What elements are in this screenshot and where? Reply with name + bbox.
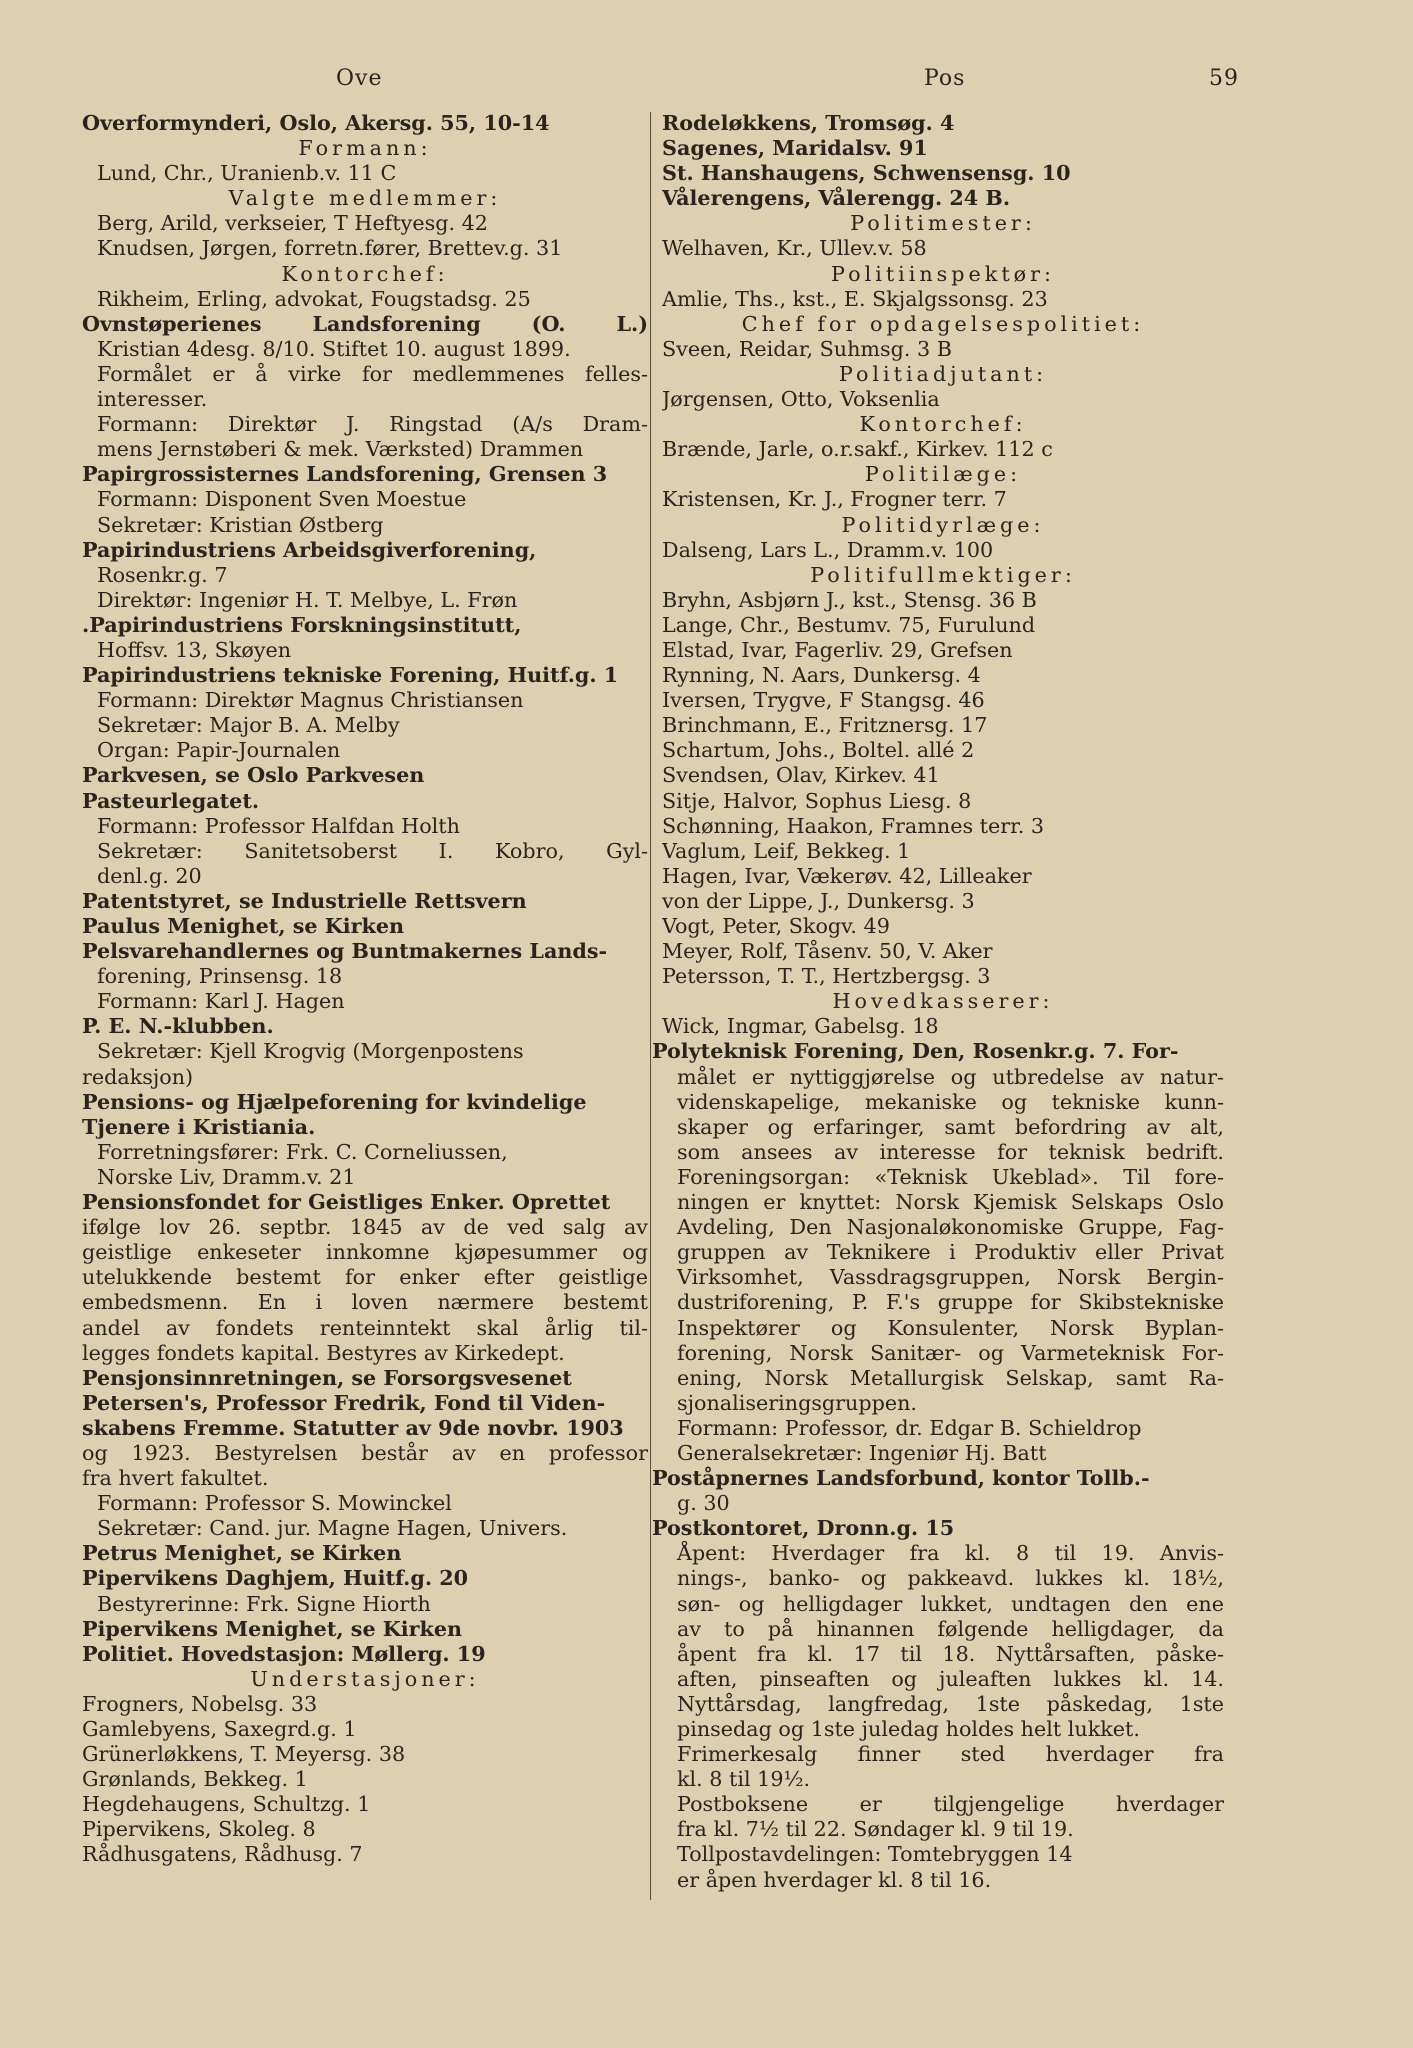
directory-line: Tjenere i Kristiania. bbox=[82, 1114, 316, 1139]
directory-line: Avdeling, Den Nasjonaløkonomiske Gruppe, Fag- bbox=[677, 1215, 1224, 1240]
section-heading: Hovedkasserer: bbox=[832, 989, 1054, 1014]
directory-line: Bryhn, Asbjørn J., kst., Stensg. 36 B bbox=[662, 587, 1037, 612]
directory-line: Polyteknisk Forening, Den, Rosenkr.g. 7. For- bbox=[652, 1039, 1179, 1064]
directory-line: Overformynderi, Oslo, Akersg. 55, 10-14 bbox=[82, 111, 550, 135]
directory-line: Hegdehaugens, Schultzg. 1 bbox=[82, 1792, 371, 1817]
directory-line: Rynning, N. Aars, Dunkersg. 4 bbox=[662, 663, 981, 688]
directory-line: .Papirindustriens Forskningsinstitutt, bbox=[82, 612, 522, 637]
directory-line: P. E. N.-klubben. bbox=[82, 1014, 274, 1039]
directory-line: Papirindustriens tekniske Forening, Huitf.g. 1 bbox=[82, 663, 619, 688]
directory-line: ening, Norsk Metallurgisk Selskap, samt Ra- bbox=[677, 1365, 1224, 1390]
directory-line: Sekretær: Cand. jur. Magne Hagen, Univers. bbox=[97, 1516, 568, 1541]
directory-line: Papirindustriens Arbeidsgiverforening, bbox=[82, 537, 537, 562]
directory-line: Sitje, Halvor, Sophus Liesg. 8 bbox=[662, 788, 972, 813]
directory-line: Wick, Ingmar, Gabelsg. 18 bbox=[662, 1014, 939, 1039]
directory-line: Welhaven, Kr., Ullev.v. 58 bbox=[662, 236, 927, 261]
section-heading: Kontorchef: bbox=[859, 412, 1027, 437]
directory-line: dustriforening, P. F.'s gruppe for Skibstekniske bbox=[677, 1290, 1224, 1315]
directory-line: Brinchmann, E., Fritznersg. 17 bbox=[662, 713, 988, 738]
directory-line: Sekretær: Sanitetsoberst I. Kobro, Gyl- bbox=[97, 838, 648, 863]
directory-line: Frimerkesalg finner sted hverdager fra bbox=[677, 1742, 1224, 1767]
directory-line: åpent fra kl. 17 til 18. Nyttårsaften, påske- bbox=[677, 1641, 1224, 1666]
directory-line: Bestyrerinne: Frk. Signe Hiorth bbox=[97, 1591, 431, 1616]
directory-line: Sekretær: Kristian Østberg bbox=[97, 512, 384, 537]
directory-line: Postkontoret, Dronn.g. 15 bbox=[652, 1516, 955, 1541]
directory-line: Sekretær: Kjell Krogvig (Morgenpostens bbox=[97, 1039, 524, 1064]
directory-line: Ovnstøperienes Landsforening (O. L.) bbox=[82, 311, 648, 336]
section-heading: Politilæge: bbox=[864, 462, 1022, 487]
directory-line: Knudsen, Jørgen, forretn.fører, Brettev.g. 31 bbox=[97, 236, 563, 261]
directory-line: Jørgensen, Otto, Voksenlia bbox=[662, 387, 940, 412]
directory-line: Rådhusgatens, Rådhusg. 7 bbox=[82, 1842, 363, 1867]
directory-line: pinsedag og 1ste juledag holdes helt lukket. bbox=[677, 1717, 1140, 1741]
directory-line: Hoffsv. 13, Skøyen bbox=[97, 637, 292, 662]
directory-line: Direktør: Ingeniør H. T. Melbye, L. Frøn bbox=[97, 587, 518, 612]
section-heading: Politiinspektør: bbox=[831, 261, 1055, 286]
directory-line: og 1923. Bestyrelsen består av en professor bbox=[82, 1440, 648, 1465]
page-number: 59 bbox=[1209, 66, 1239, 91]
directory-line: Papirgrossisternes Landsforening, Grensen 3 bbox=[82, 462, 608, 487]
section-heading: Politimester: bbox=[850, 211, 1036, 236]
directory-line: Organ: Papir-Journalen bbox=[97, 738, 341, 763]
column-divider bbox=[650, 112, 651, 1900]
directory-line: Lange, Chr., Bestumv. 75, Furulund bbox=[662, 612, 1036, 637]
left-column bbox=[82, 111, 648, 1868]
directory-line: Åpent: Hverdager fra kl. 8 til 19. Anvis- bbox=[677, 1541, 1224, 1566]
right-column bbox=[652, 111, 1224, 1893]
directory-line: Schønning, Haakon, Framnes terr. 3 bbox=[662, 813, 1045, 838]
directory-line: Rosenkr.g. 7 bbox=[97, 562, 228, 587]
directory-line: redaksjon) bbox=[82, 1064, 194, 1089]
directory-line: Sekretær: Major B. A. Melby bbox=[97, 713, 400, 738]
directory-line: Pipervikens, Skoleg. 8 bbox=[82, 1817, 316, 1842]
directory-line: Parkvesen, se Oslo Parkvesen bbox=[82, 763, 425, 788]
section-heading: Chef for opdagelsespolitiet: bbox=[741, 311, 1145, 336]
section-heading: Politiadjutant: bbox=[838, 361, 1048, 386]
directory-line: Patentstyret, se Industrielle Rettsvern bbox=[82, 888, 527, 913]
directory-line: Brænde, Jarle, o.r.sakf., Kirkev. 112 c bbox=[662, 437, 1053, 462]
directory-line: sjonaliseringsgruppen. bbox=[677, 1390, 918, 1415]
directory-line: av to på hinannen følgende helligdager, da bbox=[677, 1616, 1224, 1641]
directory-line: Berg, Arild, verkseier, T Heftyesg. 42 bbox=[97, 211, 488, 236]
section-heading: Understasjoner: bbox=[250, 1666, 480, 1691]
directory-line: Svendsen, Olav, Kirkev. 41 bbox=[662, 763, 940, 788]
directory-line: Generalsekretær: Ingeniør Hj. Batt bbox=[677, 1440, 1047, 1465]
directory-line: aften, pinseaften og juleaften lukkes kl. 14. bbox=[677, 1666, 1224, 1691]
directory-line: Virksomhet, Vassdragsgruppen, Norsk Bergin- bbox=[677, 1265, 1224, 1290]
running-head-left: Ove bbox=[336, 66, 383, 91]
directory-line: Formann: Professor, dr. Edgar B. Schieldrop bbox=[677, 1415, 1142, 1440]
directory-line: Grønlands, Bekkeg. 1 bbox=[82, 1767, 308, 1792]
directory-line: Pensions- og Hjælpeforening for kvindelige bbox=[82, 1089, 587, 1114]
directory-line: forening, Prinsensg. 18 bbox=[97, 964, 343, 989]
directory-line: Vålerengens, Vålerengg. 24 B. bbox=[662, 186, 1011, 211]
directory-line: videnskapelige, mekaniske og tekniske kunn- bbox=[677, 1089, 1224, 1114]
directory-line: geistlige enkeseter innkomne kjøpesummer og bbox=[82, 1240, 648, 1265]
directory-line: Amlie, Ths., kst., E. Skjalgssonsg. 23 bbox=[662, 286, 1048, 311]
directory-line: som ansees av interesse for teknisk bedrift. bbox=[677, 1139, 1224, 1164]
directory-line: Formann: Direktør Magnus Christiansen bbox=[97, 688, 524, 713]
directory-line: Pensjonsinnretningen, se Forsorgsvesenet bbox=[82, 1365, 572, 1390]
directory-line: Pipervikens Daghjem, Huitf.g. 20 bbox=[82, 1566, 469, 1591]
directory-line: forening, Norsk Sanitær- og Varmeteknisk For- bbox=[677, 1340, 1224, 1365]
directory-line: er åpen hverdager kl. 8 til 16. bbox=[677, 1867, 992, 1892]
directory-line: Rodeløkkens, Tromsøg. 4 bbox=[662, 111, 955, 135]
directory-line: Gamlebyens, Saxegrd.g. 1 bbox=[82, 1717, 357, 1741]
directory-line: søn- og helligdager lukket, undtagen den ene bbox=[677, 1591, 1224, 1616]
directory-line: kl. 8 til 19½. bbox=[677, 1767, 811, 1792]
directory-line: Frogners, Nobelsg. 33 bbox=[82, 1691, 318, 1716]
directory-line: Vaglum, Leif, Bekkeg. 1 bbox=[662, 838, 911, 863]
directory-line: Nyttårsdag, langfredag, 1ste påskedag, 1ste bbox=[677, 1691, 1224, 1716]
directory-line: Rikheim, Erling, advokat, Fougstadsg. 25 bbox=[97, 286, 531, 311]
directory-line: Dalseng, Lars L., Dramm.v. 100 bbox=[662, 537, 994, 562]
directory-line: St. Hanshaugens, Schwensensg. 10 bbox=[662, 161, 1071, 186]
running-head-right: Pos bbox=[924, 66, 966, 91]
directory-line: Formann: Disponent Sven Moestue bbox=[97, 487, 467, 512]
directory-line: g. 30 bbox=[677, 1491, 730, 1516]
directory-line: Poståpnernes Landsforbund, kontor Tollb.- bbox=[652, 1466, 1150, 1491]
directory-line: Pensionsfondet for Geistliges Enker. Oprettet bbox=[82, 1190, 611, 1215]
directory-line: denl.g. 20 bbox=[97, 863, 202, 888]
directory-line: ifølge lov 26. septbr. 1845 av de ved salg av bbox=[82, 1215, 648, 1240]
directory-line: andel av fondets renteinntekt skal årlig til- bbox=[82, 1315, 648, 1340]
directory-line: Formann: Professor Halfdan Holth bbox=[97, 813, 460, 838]
directory-line: Norske Liv, Dramm.v. 21 bbox=[97, 1164, 356, 1189]
directory-line: mens Jernstøberi & mek. Værksted) Drammen bbox=[97, 437, 584, 462]
section-heading: Kontorchef: bbox=[281, 261, 449, 286]
directory-line: Sagenes, Maridalsv. 91 bbox=[662, 136, 928, 161]
directory-line: nings-, banko- og pakkeavd. lukkes kl. 18½, bbox=[677, 1566, 1224, 1591]
directory-line: Inspektører og Konsulenter, Norsk Byplan- bbox=[677, 1315, 1224, 1340]
directory-line: Formålet er å virke for medlemmenes felles- bbox=[97, 361, 648, 386]
directory-line: Paulus Menighet, se Kirken bbox=[82, 914, 405, 938]
directory-line: Petersson, T. T., Hertzbergsg. 3 bbox=[662, 964, 991, 989]
directory-line: von der Lippe, J., Dunkersg. 3 bbox=[662, 888, 975, 913]
section-heading: Valgte medlemmer: bbox=[228, 186, 502, 211]
directory-line: Petersen's, Professor Fredrik, Fond til Viden- bbox=[82, 1390, 606, 1415]
directory-line: gruppen av Teknikere i Produktiv eller Privat bbox=[677, 1240, 1224, 1265]
directory-line: Pasteurlegatet. bbox=[82, 788, 260, 813]
directory-line: Forretningsfører: Frk. C. Corneliussen, bbox=[97, 1139, 508, 1164]
directory-line: Pelsvarehandlernes og Buntmakernes Lands- bbox=[82, 939, 608, 964]
directory-line: Vogt, Peter, Skogv. 49 bbox=[662, 914, 890, 938]
section-heading: Formann: bbox=[298, 136, 432, 161]
directory-line: Hagen, Ivar, Vækerøv. 42, Lilleaker bbox=[662, 863, 1032, 888]
directory-line: målet er nyttiggjørelse og utbredelse av natur- bbox=[677, 1064, 1224, 1089]
directory-line: Grünerløkkens, T. Meyersg. 38 bbox=[82, 1742, 406, 1767]
directory-line: Sveen, Reidar, Suhmsg. 3 B bbox=[662, 336, 952, 361]
directory-line: Iversen, Trygve, F Stangsg. 46 bbox=[662, 688, 985, 713]
directory-line: fra kl. 7½ til 22. Søndager kl. 9 til 19. bbox=[677, 1817, 1074, 1842]
directory-line: Pipervikens Menighet, se Kirken bbox=[82, 1616, 463, 1641]
directory-line: skabens Fremme. Statutter av 9de novbr. 1903 bbox=[82, 1415, 624, 1440]
directory-line: Formann: Professor S. Mowinckel bbox=[97, 1491, 452, 1516]
directory-line: Formann: Karl J. Hagen bbox=[97, 989, 345, 1014]
section-heading: Politifullmektiger: bbox=[810, 562, 1076, 587]
directory-line: utelukkende bestemt for enker efter geistlige bbox=[82, 1265, 648, 1290]
directory-line: Elstad, Ivar, Fagerliv. 29, Grefsen bbox=[662, 637, 1013, 662]
directory-line: fra hvert fakultet. bbox=[82, 1466, 269, 1491]
directory-line: Meyer, Rolf, Tåsenv. 50, V. Aker bbox=[662, 939, 993, 964]
directory-line: Postboksene er tilgjengelige hverdager bbox=[677, 1792, 1224, 1817]
directory-line: Tollpostavdelingen: Tomtebryggen 14 bbox=[677, 1842, 1073, 1867]
directory-line: Kristian 4desg. 8/10. Stiftet 10. august 1899. bbox=[97, 336, 571, 361]
directory-line: ningen er knyttet: Norsk Kjemisk Selskaps Oslo bbox=[677, 1190, 1224, 1215]
directory-line: Foreningsorgan: «Teknisk Ukeblad». Til fore- bbox=[677, 1164, 1224, 1189]
directory-line: Schartum, Johs., Boltel. allé 2 bbox=[662, 738, 975, 763]
directory-line: Petrus Menighet, se Kirken bbox=[82, 1541, 402, 1566]
directory-line: Kristensen, Kr. J., Frogner terr. 7 bbox=[662, 487, 1007, 512]
directory-line: embedsmenn. En i loven nærmere bestemt bbox=[82, 1290, 648, 1315]
directory-line: Formann: Direktør J. Ringstad (A/s Dram- bbox=[97, 412, 648, 437]
directory-line: legges fondets kapital. Bestyres av Kirkedept. bbox=[82, 1340, 565, 1365]
section-heading: Politidyrlæge: bbox=[841, 512, 1045, 537]
directory-line: skaper og erfaringer, samt befordring av alt, bbox=[677, 1114, 1224, 1139]
directory-line: interesser. bbox=[97, 387, 208, 412]
directory-line: Politiet. Hovedstasjon: Møllerg. 19 bbox=[82, 1641, 486, 1666]
directory-line: Lund, Chr., Uranienb.v. 11 C bbox=[97, 161, 397, 186]
